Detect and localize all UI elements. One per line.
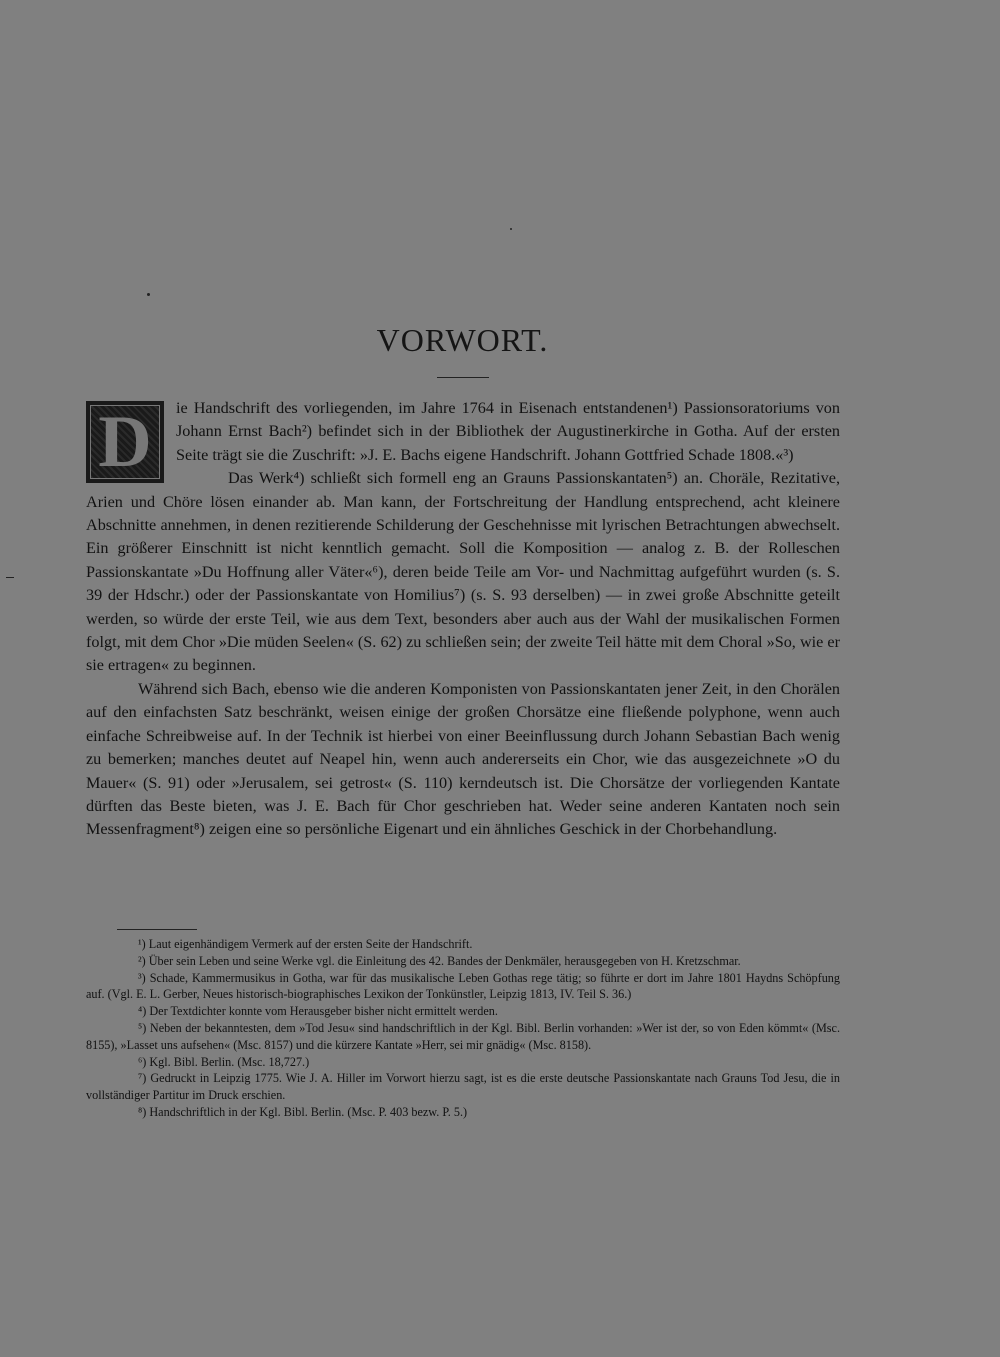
footnotes (86, 936, 840, 1121)
footnote: ⁷) Gedruckt in Leipzig 1775. Wie J. A. Hiller im Vorwort hierzu sagt, ist es die erste deutsche Passionskantate nach Grauns Tod Jesu, die in vollständiger Partitur im Druck erschien. (86, 1071, 840, 1103)
title-rule (437, 377, 489, 378)
initial-letter: D (98, 401, 152, 483)
page-title: VORWORT. (376, 322, 549, 358)
footnote: ⁴) Der Textdichter konnte vom Herausgeber bisher nicht ermittelt werden. (138, 1004, 498, 1019)
footnote: ³) Schade, Kammermusikus in Gotha, war für das musikalische Leben Gothas rege tätig; so führte er dort im Jahre 1801 Haydns Schöpfung auf. (Vgl. E. L. Gerber, Neues historisch-biographisches Lexikon der Tonkünstler, Leipzig 1813, IV. Teil S. 36.) (86, 970, 840, 1002)
paragraph: Das Werk⁴) schließt sich formell eng an Grauns Passionskantaten⁵) an. Choräle, Rezitative, Arien und Chöre lösen einander ab. Man kann, der Fortschreitung der Handlung entsprechend, acht kleinere Abschnitte annehmen, in denen rezitierende Schilderung der Geschehnisse mit lyrischen Betrachtungen abwechselt. Ein größerer Einschnitt ist nicht kenntlich gemacht. Soll die Komposition — analog z. B. der Rolleschen Passionskantate »Du Hoffnung aller Väter«⁶), deren beide Teile am Vor- und Nachmittag aufgeführt wurden (s. S. 39 der Hdschr.) oder der Passionskantate von Homilius⁷) (s. S. 93 derselben) — in zwei große Abschnitte geteilt werden, so würde der erste Teil, wie aus dem Text, besonders aber auch aus der Wahl der musikalischen Formen folgt, mit dem Chor »Die müden Seelen« (S. 62) zu schließen sein; der zweite Teil hätte mit dem Choral »So, wie er sie ertragen« zu beginnen. (86, 469, 840, 675)
ornamental-initial (86, 401, 164, 483)
speck-mark (510, 228, 512, 230)
speck-mark (147, 293, 150, 296)
margin-mark (6, 577, 14, 578)
paragraph-text: ie Handschrift des vorliegenden, im Jahre 1764 in Eisenach entstandenen¹) Passionsoratoriums von Johann Ernst Bach²) befindet sich in der Bibliothek der Augustinerkirche in Gotha. Auf der ersten Seite trägt sie die Zuschrift: »J. E. Bachs eigene Handschrift. Johann Gottfried Schade 1808.«³) (176, 399, 840, 464)
footnote: ¹) Laut eigenhändigem Vermerk auf der ersten Seite der Handschrift. (138, 937, 473, 951)
paragraph: Während sich Bach, ebenso wie die anderen Komponisten von Passionskantaten jener Zeit, in den Chorälen auf den einfachsten Satz beschränkt, weisen einige der großen Chorsätze eine fließende polyphone, wenn auch einfache Schreibweise auf. In der Technik ist hierbei von einer Beeinflussung durch Johann Sebastian Bach wenig zu bemerken; manches deutet auf Neapel hin, wenn auch andererseits ein Chor, wie das ausgezeichnete »O du Mauer« (S. 91) oder »Jerusalem, sei getrost« (S. 110) kerndeutsch ist. Die Chorsätze der vorliegenden Kantate dürften das Beste bieten, was J. E. Bach für Chor geschrieben hat. Weder seine anderen Kantaten noch sein Messenfragment⁸) zeigen eine so persönliche Eigenart und ein ähnliches Geschick in der Chorbehandlung. (86, 679, 840, 839)
footnote: ⁶) Kgl. Bibl. Berlin. (Msc. 18,727.) (138, 1054, 310, 1069)
footnote: ⁸) Handschriftlich in der Kgl. Bibl. Berlin. (Msc. P. 403 bezw. P. 5.) (138, 1104, 468, 1119)
paragraph (86, 397, 840, 483)
footnote-rule (117, 929, 197, 930)
footnote: ²) Über sein Leben und seine Werke vgl. die Einleitung des 42. Bandes der Denkmäler, herausgegeben von H. Kretzschmar. (138, 953, 741, 968)
main-text (86, 397, 840, 842)
footnote: ⁵) Neben der bekanntesten, dem »Tod Jesu« sind handschriftlich in der Kgl. Bibl. Berlin vorhanden: »Wer ist der, so von Eden kömmt« (Msc. 8155), »Lasset uns aufsehen« (Msc. 8157) und die kürzere Kantate »Herr, sei mir gnädig« (Msc. 8158). (86, 1020, 840, 1052)
